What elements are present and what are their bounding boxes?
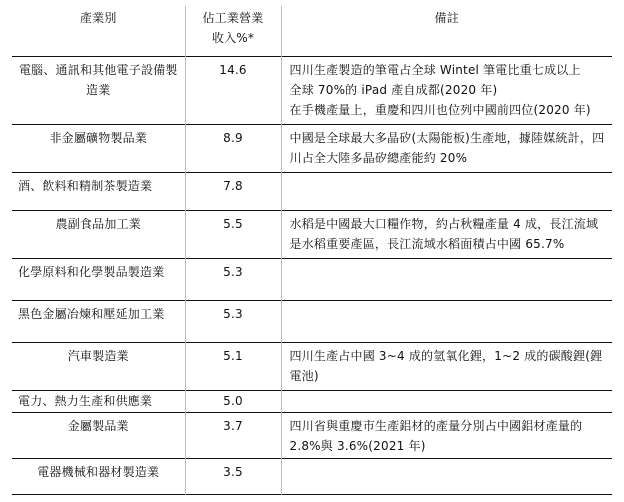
notes-cell (281, 300, 612, 342)
industry-cell: 農副食品加工業 (12, 210, 185, 258)
header-industry: 產業別 (12, 6, 185, 56)
note-line: 中國是全球最大多晶矽(太陽能板)生產地，據陸媒統計，四川占全大陸多晶矽總產能約 20% (289, 130, 605, 165)
revenue-cell: 14.6 (185, 56, 281, 124)
header-revenue-line-2: 收入%* (211, 31, 255, 45)
header-row (12, 6, 612, 56)
industry-cell: 非金屬礦物製品業 (12, 124, 185, 172)
note-line: 在手機產量上，重慶和四川也位列中國前四位(2020 年) (289, 102, 591, 117)
note-line: 四川生產製造的筆電占全球 Wintel 筆電比重七成以上 (289, 62, 581, 77)
revenue-cell: 3.7 (185, 412, 281, 458)
industry-cell: 酒、飲料和精制茶製造業 (12, 172, 185, 210)
industry-cell: 黑色金屬冶煉和壓延加工業 (12, 300, 185, 342)
industry-cell: 化學原料和化學製品製造業 (12, 258, 185, 300)
industry-cell: 電器機械和器材製造業 (12, 458, 185, 494)
table-row (12, 172, 612, 210)
note-line: 四川省與重慶市生產鋁材的產量分別占中國鋁材產量的 2.8%與 3.6%(2021 年) (289, 418, 583, 453)
header-revenue-share (185, 6, 281, 56)
revenue-cell: 5.3 (185, 258, 281, 300)
industry-cell: 金屬製品業 (12, 412, 185, 458)
industry-cell: 電腦、通訊和其他電子設備製造業 (12, 56, 185, 124)
table-row (12, 390, 612, 412)
table-row (12, 210, 612, 258)
table-row (12, 124, 612, 172)
header-notes: 備註 (434, 11, 459, 25)
notes-cell (281, 458, 612, 494)
industry-revenue-table (12, 6, 612, 495)
table-row (12, 258, 612, 300)
revenue-cell: 3.5 (185, 458, 281, 494)
industry-cell: 電力、熱力生產和供應業 (12, 390, 185, 412)
table-body (12, 56, 612, 494)
notes-cell (281, 124, 612, 172)
header-revenue-line-1: 佔工業營業 (202, 11, 264, 25)
table-row (12, 300, 612, 342)
revenue-cell: 5.5 (185, 210, 281, 258)
notes-cell (281, 56, 612, 124)
table-header (12, 6, 612, 56)
table-row (12, 342, 612, 390)
notes-cell (281, 210, 612, 258)
table-row (12, 412, 612, 458)
notes-cell (281, 342, 612, 390)
revenue-cell: 5.3 (185, 300, 281, 342)
note-line: 四川生產占中國 3~4 成的氫氧化鋰，1~2 成的碳酸鋰(鋰電池) (289, 348, 603, 383)
note-line: 水稻是中國最大口糧作物，約占秋糧產量 4 成，長江流域是水稻重要產區，長江流域水稻面積占中國 65.7% (289, 216, 599, 251)
revenue-cell: 5.1 (185, 342, 281, 390)
notes-cell (281, 390, 612, 412)
note-line: 全球 70%的 iPad 產自成都(2020 年) (289, 82, 498, 97)
revenue-cell: 7.8 (185, 172, 281, 210)
notes-cell (281, 412, 612, 458)
industry-cell: 汽車製造業 (12, 342, 185, 390)
revenue-cell: 8.9 (185, 124, 281, 172)
notes-cell (281, 258, 612, 300)
table-row (12, 56, 612, 124)
notes-cell (281, 172, 612, 210)
revenue-cell: 5.0 (185, 390, 281, 412)
table-row (12, 458, 612, 494)
